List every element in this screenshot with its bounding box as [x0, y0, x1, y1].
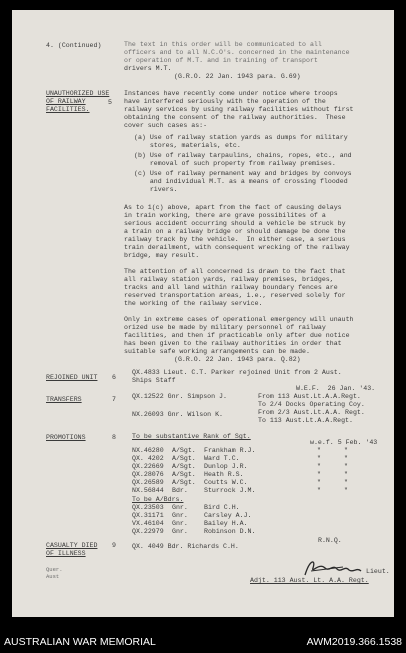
soldier-name: Bailey H.A.: [204, 520, 248, 527]
soldier-name: Sturrock J.M.: [204, 487, 256, 494]
rank: Gnr.: [172, 504, 188, 511]
para7-number: 7: [112, 396, 116, 403]
rank: A/Sgt.: [172, 471, 196, 478]
rejoined-line: Ships Staff: [132, 377, 176, 384]
service-number: QX.31171: [132, 512, 164, 519]
item-c-line: (c) Use of railway permanent way and bridges by convoys: [134, 170, 352, 177]
para5-intro-line: cover such cases as:-: [124, 122, 208, 129]
soldier-name: Frankham R.J.: [204, 447, 256, 454]
transfer-to: To 113 Aust.Lt.A.A.Regt.: [258, 417, 353, 424]
item-a-line: stores, materials, etc.: [134, 142, 241, 149]
para5-p3-line: The attention of all concerned is drawn to the fact that: [124, 268, 346, 275]
para5-p3-line: the working of the railway service.: [124, 300, 263, 307]
para5-p2-line: As to 1(c) above, apart from the fact of causing delays: [124, 204, 342, 211]
signoff-rank: Lieut.: [366, 568, 390, 575]
ditto-mark: ": [317, 479, 321, 486]
soldier-name: Coutts W.C.: [204, 479, 248, 486]
transfer-soldier: NX.26093 Gnr. Wilson K.: [132, 411, 224, 418]
service-number: NX.56844: [132, 487, 164, 494]
rejoined-line: QX.4833 Lieut. C.T. Parker rejoined Unit from 2 Aust.: [132, 369, 342, 376]
rank: Gnr.: [172, 520, 188, 527]
service-number: QX.22669: [132, 463, 164, 470]
para5-number: 5: [108, 99, 112, 106]
rank: Bdr.: [172, 487, 188, 494]
para4-line: or operation of M.T. and in training of transport: [124, 57, 318, 64]
unauthorized-heading: FACILITIES.: [46, 106, 90, 113]
para5-p4-line: suitable safe working arrangements can be made.: [124, 348, 310, 355]
document-page: [12, 10, 394, 617]
para4-line: The text in this order will be communicated to all: [124, 41, 322, 48]
para4-label: 4. (Continued): [46, 42, 102, 49]
ditto-mark: ": [344, 463, 348, 470]
service-number: QX.22979: [132, 528, 164, 535]
archive-footer: [0, 617, 406, 653]
para5-intro-line: have interfered seriously with the operation of the: [124, 98, 326, 105]
transfer-soldier: QX.12522 Gnr. Simpson J.: [132, 393, 227, 400]
ditto-mark: ": [317, 447, 321, 454]
para6-number: 6: [112, 374, 116, 381]
signoff-title: Adjt. 113 Aust. Lt. A.A. Regt.: [250, 577, 369, 584]
footer-accession-number: AWM2019.366.1538: [306, 636, 402, 648]
transfer-from: From 2/3 Aust.Lt.A.A. Regt.: [258, 409, 365, 416]
rejoined-heading: REJOINED UNIT: [46, 374, 98, 381]
promotions-subheading: To be substantive Rank of Sgt.: [132, 433, 251, 440]
para5-intro-line: railway services by using railway facilities without first: [124, 106, 354, 113]
unauthorized-heading: OF RAILWAY: [46, 98, 86, 105]
rank: A/Sgt.: [172, 463, 196, 470]
ditto-mark: ": [317, 463, 321, 470]
item-b-line: (b) Use of railway tarpaulins, chains, ropes, etc., and: [134, 152, 352, 159]
para5-intro-line: obtaining the consent of the railway authorities. These: [124, 114, 346, 121]
transfer-to: To 2/4 Docks Operating Coy.: [258, 401, 365, 408]
para8-number: 8: [112, 434, 116, 441]
ditto-mark: ": [344, 455, 348, 462]
para5-p4-line: has been given to the railway authorities in order that: [124, 340, 342, 347]
item-c-line: and individual M.T. as a means of crossing flooded: [134, 178, 348, 185]
soldier-name: Bird C.H.: [204, 504, 240, 511]
para5-p2-line: train derailment, with consequent wrecking of the railway: [124, 244, 350, 251]
service-number: QX.26589: [132, 479, 164, 486]
para4-line: drivers M.T.: [124, 65, 172, 72]
rank: Gnr.: [172, 528, 188, 535]
item-c-line: rivers.: [134, 186, 178, 193]
casualty-heading: CASUALTY DIED: [46, 542, 98, 549]
ditto-mark: ": [344, 487, 348, 494]
para5-p4-line: facilities, and then if practicable only after due notice: [124, 332, 350, 339]
ditto-mark: ": [344, 447, 348, 454]
transfers-heading: TRANSFERS: [46, 396, 82, 403]
rank: Gnr.: [172, 512, 188, 519]
para5-p2-line: railway track by the vehicle. In either case, a serious: [124, 236, 346, 243]
para5-p3-line: all railway station yards, railway premises, bridges,: [124, 276, 334, 283]
rank: A/Sgt.: [172, 479, 196, 486]
para5-p3-line: tracks and all land within railway boundary fences are: [124, 284, 338, 291]
soldier-name: Carsley A.J.: [204, 512, 252, 519]
rank: A/Sgt.: [172, 455, 196, 462]
para4-line: officers and to all N.C.O's. concerned in the maintenance: [124, 49, 350, 56]
casualty-text: QX. 4049 Bdr. Richards C.H.: [132, 543, 239, 550]
transfer-from: From 113 Aust.Lt.A.A.Regt.: [258, 393, 361, 400]
soldier-name: Robinson D.N.: [204, 528, 256, 535]
ditto-mark: ": [344, 479, 348, 486]
para5-p4-line: orized use be made by military personnel of railway: [124, 324, 326, 331]
service-number: QX. 4202: [132, 455, 164, 462]
para5-p2-line: serious accident occurring should a vehicle be struck by: [124, 220, 346, 227]
para9-number: 9: [112, 542, 116, 549]
margin-note: Quer.: [46, 566, 63, 573]
soldier-name: Ward T.C.: [204, 455, 240, 462]
para4-reference: (G.R.O. 22 Jan. 1943 para. G.69): [174, 73, 301, 80]
service-number: NX.46280: [132, 447, 164, 454]
para5-reference: (G.R.O. 22 Jan. 1943 para. Q.82): [174, 356, 301, 363]
casualty-code: R.N.Q.: [318, 537, 342, 544]
service-number: VX.46104: [132, 520, 164, 527]
para5-p2-line: in train working, there are grave possibilites of a: [124, 212, 326, 219]
promotions-subheading-2: To be A/Bdrs.: [132, 496, 184, 503]
para5-p3-line: reserved transportation areas, i.e., reserved solely for: [124, 292, 346, 299]
soldier-name: Dunlop J.R.: [204, 463, 248, 470]
ditto-mark: ": [317, 487, 321, 494]
casualty-heading: OF ILLNESS: [46, 550, 86, 557]
ditto-mark: ": [344, 471, 348, 478]
unauthorized-heading: UNAUTHORIZED USE: [46, 90, 110, 97]
ditto-mark: ": [317, 471, 321, 478]
para5-p2-line: a train on a railway bridge or should damage be done the: [124, 228, 346, 235]
ditto-mark: ": [317, 455, 321, 462]
para5-intro-line: Instances have recently come under notice where troops: [124, 90, 338, 97]
margin-note: Aust: [46, 573, 60, 580]
rank: A/Sgt.: [172, 447, 196, 454]
para5-p4-line: Only in extreme cases of operational emergency will unauth: [124, 316, 354, 323]
service-number: QX.28076: [132, 471, 164, 478]
footer-institution: AUSTRALIAN WAR MEMORIAL: [4, 636, 156, 648]
promotions-wef: w.e.f. 5 Feb. '43: [310, 439, 378, 446]
service-number: QX.23503: [132, 504, 164, 511]
rejoined-wef: W.E.F. 26 Jan. '43.: [296, 385, 376, 392]
item-b-line: removal of such property from railway premises.: [134, 160, 336, 167]
item-a-line: (a) Use of railway station yards as dumps for military: [134, 134, 348, 141]
soldier-name: Heath R.S.: [204, 471, 244, 478]
para5-p2-line: bridge, may result.: [124, 252, 200, 259]
promotions-heading: PROMOTIONS: [46, 434, 86, 441]
